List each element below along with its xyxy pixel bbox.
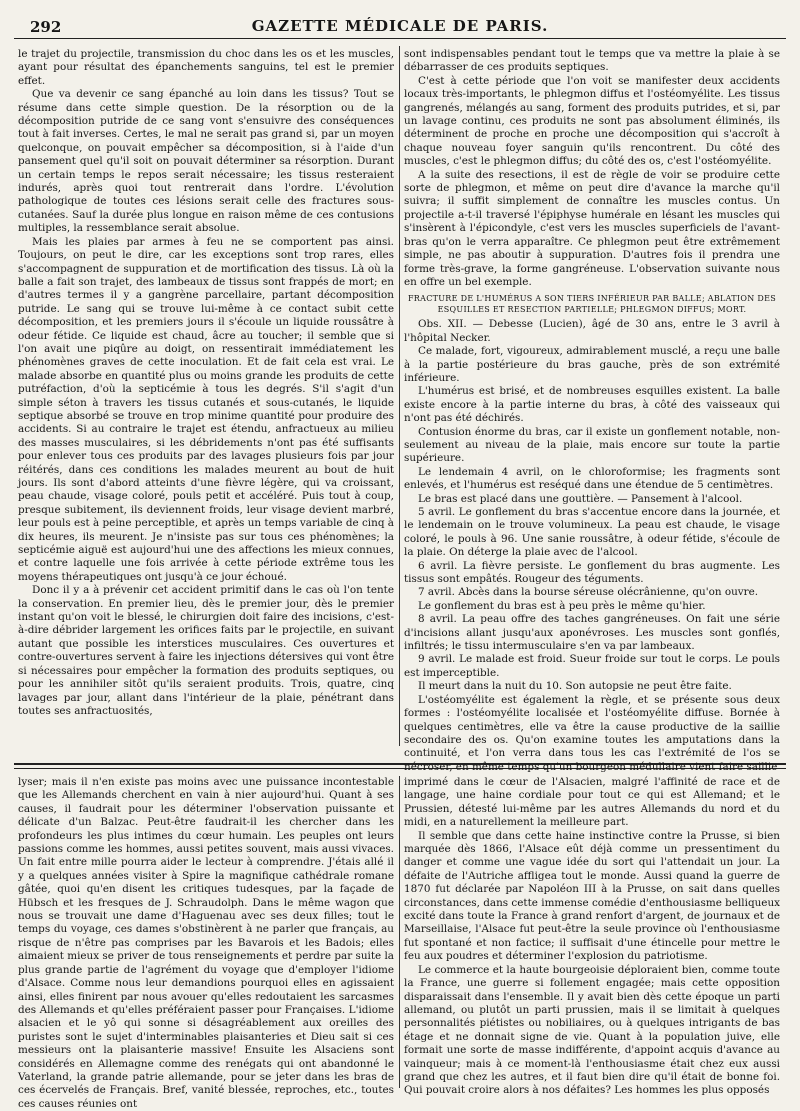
paragraph: 8 avril. La peau offre des taches gangréneuses. On fait une série d'incisions allant jusqu'aux aponévroses. Les muscles sont gonflés, infiltrés; le tissu intermusculaire s'en va par lambeaux. [404,613,780,653]
page-number: 292 [30,18,62,36]
column-bottom-right [404,776,780,1097]
paragraph: C'est à cette période que l'on voit se manifester deux accidents locaux très-importants, le phlegmon diffus et l'ostéomyélite. Les tissus gangrenés, mélangés au sang, forment des produits putrides, et si, par un lavage continu, ces produits ne sont pas absolument éliminés, ils déterminent de proche en proche une décomposition qui s'accroît à chaque nouveau foyer sanguin qu'ils rencontrent. Du côté des muscles, c'est le phlegmon diffus; du côté des os, c'est l'ostéomyélite. [404,74,780,168]
column-divider-bottom [399,776,400,1088]
column-divider-top [399,46,400,746]
paragraph: sont indispensables pendant tout le temps que va mettre la plaie à se débarrasser de ces produits septiques. [404,48,780,74]
paragraph: lyser; mais il n'en existe pas moins avec une puissance incontestable que les Allemands cherchent en vain à nier aujourd'hui. Quant à ses causes, il faudrait pour les déterminer l'observation puissante et délicate d'un Balzac. Peut-être faudrait-il les chercher dans les profondeurs les plus intimes du cœur humain. Les peuples ont leurs passions comme les hommes, aussi petites souvent, mais aussi vivaces. Un fait entre mille pourra aider le lecteur à comprendre. J'étais allé il y a quelques années visiter à Spire la magnifique cathédrale romane gâtée, quoi qu'en disent les critiques tudesques, par la façade de Hübsch et les fresques de J. Schraudolph. Dans le même wagon que nous se trouvait une dame d'Haguenau avec ses deux filles; tout le temps du voyage, ces dames s'obstinèrent à ne parler que français, au risque de n'être pas comprises par les Bavarois et les Badois; elles aimaient mieux se priver de tous renseignements et perdre par suite la plus grande partie de l'agrément du voyage que d'employer l'idiome d'Alsace. Comme nous leur demandions pourquoi elles en agissaient ainsi, elles finirent par nous avouer qu'elles redoutaient les sarcasmes des Allemands et qu'elles préféraient passer pour Françaises. L'idiome alsacien et le yô qui sonne si désagréablement aux oreilles des puristes sont le sujet d'interminables plaisanteries et Dieu sait si ces messieurs ont la plaisanterie massive! Ensuite les Alsaciens sont considérés en Allemagne comme des renégats qui ont abandonné le Vaterland, la grande patrie allemande, pour se jeter dans les bras de ces écervelés de Français. Bref, vanité blessée, reproches, etc., toutes ces causes réunies ont [18,776,394,1110]
paragraph: Le bras est placé dans une gouttière. — Pansement à l'alcool. [418,492,743,505]
paragraph: Contusion énorme du bras, car il existe un gonflement notable, non-seulement au niveau de la plaie, mais encore sur toute la partie supérieure. [404,425,780,465]
paragraph: Le lendemain 4 avril, on le chloroformise; les fragments sont enlevés, et l'humérus est reséqué dans une étendue de 5 centimètres. [404,465,780,492]
paragraph: Donc il y a à prévenir cet accident primitif dans le cas où l'on tente la conservation. En premier lieu, dès le premier jour, dès le premier instant qu'on voit le blessé, le chirurgien doit faire des incisions, c'est-à-dire débrider largement les orifices faits par le projectile, en suivant autant que possible les interstices musculaires. Ces ouvertures et contre-ouvertures servent à faire les injections détersives qui vont être si nécessaires pour empêcher la formation des produits septiques, ou pour les annihiler sitôt qu'ils seraient produits. Trois, quatre, cinq lavages par jour, allant dans l'intérieur de la plaie, pénétrant dans toutes ses anfractuosités, [18,584,394,717]
paragraph: Le gonflement du bras est à peu près le même qu'hier. [418,599,706,612]
paragraph: Mais les plaies par armes à feu ne se comportent pas ainsi. Toujours, on peut le dire, car les exceptions sont trop rares, elles s'accompagnent de suppuration et de mortification des tissus. Là où la balle a fait son trajet, des lambeaux de tissus sont frappés de mort; en d'autres termes il y a gangrène parcellaire, partant décomposition putride. Le sang qui se trouve lui-même à ce contact subit cette décomposition, et les premiers jours il s'écoule un liquide roussâtre à odeur fétide. Ce liquide est chaud, âcre au toucher; il semble que si l'on avait une piqûre au doigt, on ressentirait immédiatement les phénomènes graves de cette inoculation. Et de fait cela est vrai. Le malade absorbe en quantité plus ou moins grande les produits de cette putréfaction, d'où la septicémie à tous les degrés. S'il s'agit d'un simple séton à travers les tissus cutanés et sous-cutanés, le liquide septique absorbé se trouve en trop minime quantité pour produire des accidents. Si au contraire le trajet est étendu, anfractueux au milieu des masses musculaires, si les débridements n'ont pas été suffisants pour enlever tous ces produits par des lavages plusieurs fois par jour réitérés, dans ces conditions les malades meurent au bout de huit jours. Ils sont d'abord atteints d'une fièvre légère, qui va croissant, peau chaude, visage coloré, pouls petit et accéléré. Puis tout à coup, presque subitement, ils deviennent froids, leur visage devient marbré, leur pouls est à peine perceptible, et après un temps variable de cinq à dix heures, ils meurent. Je n'insiste pas sur tous ces phénomènes; la septicémie aiguë est aujourd'hui une des affections les mieux connues, et contre laquelle une fois arrivée à cette période extrême tous les moyens thérapeutiques ont jusqu'à ce jour échoué. [18,235,394,583]
case-title: FRACTURE DE L'HUMÉRUS A SON TIERS INFÉRIEUR PAR BALLE; ABLATION DES ESQUILLES ET RESECTION PARTIELLE; PHLEGMON DIFFUS; MORT. [407,294,777,315]
paragraph: Il semble que dans cette haine instinctive contre la Prusse, si bien marquée dès 1866, l'Alsace eût déjà comme un pressentiment du danger et comme une vague idée du sort qui l'attendait un jour. La défaite de l'Autriche affligea tout le monde. Aussi quand la guerre de 1870 fut déclarée par Napoléon III à la Prusse, on sait dans quelles circonstances, dans cette immense comédie d'enthousiasme belliqueux excité dans toute la France à grand renfort d'argent, de journaux et de Marseillaise, l'Alsace fut peut-être la seule province où l'enthousiasme fut spontané et non factice; il suffisait d'une étincelle pour mettre le feu aux poudres et déterminer l'explosion du patriotisme. [404,829,780,963]
paragraph: 9 avril. Le malade est froid. Sueur froide sur tout le corps. Le pouls est imperceptible. [404,653,780,679]
page-header [14,14,786,39]
paragraph: Que va devenir ce sang épanché au loin dans les tissus? Tout se résume dans cette simple question. De la résorption ou de la décomposition putride de ce sang vont s'ensuivre des conséquences tout à fait inverses. Certes, le mal ne serait pas grand si, par un moyen quelconque, on pouvait empêcher sa décomposition, si à l'aide d'un pansement quel qu'il soit on pouvait déterminer sa résorption. Durant un certain temps le repos serait nécessaire; les tissus resteraient indurés, après quoi tout rentrerait dans l'ordre. L'évolution pathologique de toutes ces lésions serait celle des fractures sous-cutanées. Sauf la durée plus longue en raison même de ces contusions multiples, la ressemblance serait absolue. [18,88,394,235]
paragraph: A la suite des resections, il est de règle de voir se produire cette sorte de phlegmon, et même on peut dire d'avance la marche qu'il suivra; il suffit simplement de connaître les muscles contus. Un projectile a-t-il traversé l'épiphyse humérale en lésant les muscles qui s'insèrent à l'épicondyle, c'est vers les muscles superficiels de l'avant-bras qu'on le verra apparaître. Ce phlegmon peut être extrêmement simple, ne pas aboutir à suppuration. D'autres fois il prendra une forme très-grave, la forme gangréneuse. L'observation suivante nous en offre un bel exemple. [404,168,780,288]
column-bottom-left [18,776,394,1110]
observation-heading: Obs. XII. — Debesse (Lucien), âgé de 30 ans, entre le 3 avril à l'hôpital Necker. [404,318,780,344]
paragraph: L'ostéomyélite est également la règle, et se présente sous deux formes : l'ostéomyélite localisée et l'ostéomyélite diffuse. Bornée à quelques centimètres, elle va être la cause productive de la saillie secondaire des os. Qu'on examine toutes les amputations dans la continuité, et l'on verra dans tous les cas l'extrémité de l'os se nécroser, en même temps qu'un bourgeon médullaire vient faire saillie [404,693,780,773]
paragraph: 5 avril. Le gonflement du bras s'accentue encore dans la journée, et le lendemain on le trouve volumineux. La peau est chaude, le visage coloré, le pouls à 96. Une sanie roussâtre, à odeur fétide, s'écoule de la plaie. On déterge la plaie avec de l'alcool. [404,506,780,559]
paragraph: Le commerce et la haute bourgeoisie déploraient bien, comme toute la France, une guerre si follement engagée; mais cette opposition disparaissait dans l'ensemble. Il y avait bien dès cette époque un parti allemand, ou plutôt un parti prussien, mais il se limitait à quelques personnalités piétistes ou nobiliaires, ou à quelques intrigants de bas étage et ne donnait signe de vie. Quant à la population juive, elle formait une sorte de masse indifférente, d'appoint acquis d'avance au vainqueur; mais à ce moment-là l'enthousiasme était chez eux aussi grand que chez les autres, et il faut bien dire qu'il était de bonne foi. Qui pouvait croire alors à nos défaites? Les hommes les plus opposés [404,963,780,1097]
column-top-left [18,48,394,745]
paragraph: 7 avril. Abcès dans la bourse séreuse olécrânienne, qu'on ouvre. [418,586,759,599]
journal-title: GAZETTE MÉDICALE DE PARIS. [251,17,549,35]
paragraph: Ce malade, fort, vigoureux, admirablement musclé, a reçu une balle à la partie postérieure du bras gauche, près de son extrémité inférieure. [404,345,780,384]
paragraph: le trajet du projectile, transmission du choc dans les os et les muscles, ayant pour résultat des épanchements sanguins, tel est le premier effet. [18,48,394,87]
paragraph: L'humérus est brisé, et de nombreuses esquilles existent. La balle existe encore à la partie interne du bras, à côté des vaisseaux qui n'ont pas été déchirés. [404,385,780,425]
paragraph: Il meurt dans la nuit du 10. Son autopsie ne peut être faite. [418,680,732,693]
column-top-right [404,48,780,773]
paragraph: 6 avril. La fièvre persiste. Le gonflement du bras augmente. Les tissus sont empâtés. Rougeur des téguments. [404,559,780,586]
paragraph: imprimé dans le cœur de l'Alsacien, malgré l'affinité de race et de langage, une haine cordiale pour tout ce qui est Allemand; et le Prussien, détesté lui-même par les autres Allemands du nord et du midi, en a naturellement la meilleure part. [404,776,780,829]
